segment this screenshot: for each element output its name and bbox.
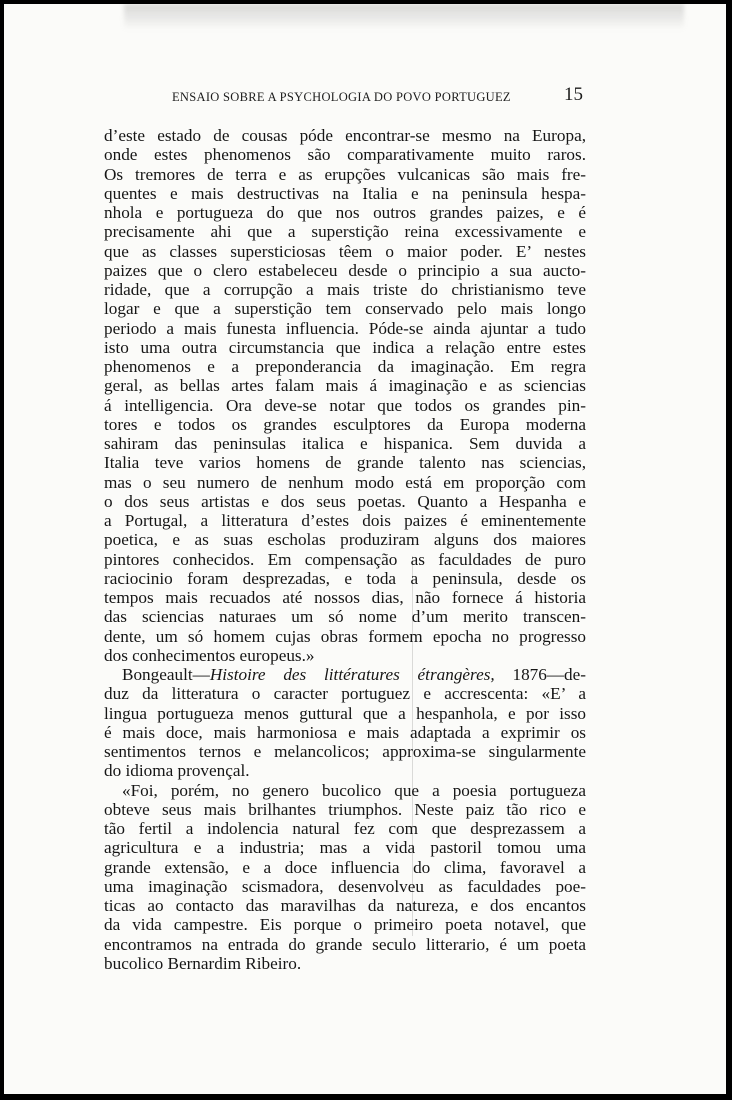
text-line: dos conhecimentos europeus.» — [104, 645, 315, 665]
text-line: periodo a mais funesta influencia. Póde-se ainda ajuntar a tudo — [104, 318, 586, 338]
text-line: raciocinio foram desprezadas, e toda a peninsula, desde os — [104, 568, 586, 588]
text-line: é mais doce, mais harmoniosa e mais adaptada a exprimir os — [104, 722, 586, 742]
text-line: á intelligencia. Ora deve-se notar que todos os grandes pin- — [104, 395, 586, 415]
scan-shadow — [124, 4, 684, 30]
text-line: precisamente ahi que a superstição reina excessivamente e — [104, 222, 586, 242]
text-line: tempos mais recuados até nossos dias, não fornece á historia — [104, 588, 586, 607]
text-line: isto uma outra circumstancia que indica a relação entre estes — [104, 337, 586, 357]
text-line: quentes e mais destructivas na Italia e na peninsula hespa- — [104, 183, 586, 203]
text-line: nhola e portugueza do que nos outros grandes paizes, e é — [104, 203, 586, 222]
text-line: o dos seus artistas e dos seus poetas. Quanto a Hespanha e — [104, 491, 586, 511]
page-number: 15 — [564, 84, 583, 105]
text-line: phenomenos e a preponderancia da imaginação. Em regra — [104, 357, 586, 376]
text-line: paizes que o clero estabeleceu desde o principio a sua aucto- — [104, 260, 586, 280]
text-line: Os tremores de terra e as erupções vulcanicas são mais fre- — [104, 164, 586, 184]
text-line: Italia teve varios homens de grande talento nas sciencias, — [104, 453, 586, 473]
text-line: sahiram das peninsulas italica e hispanica. Sem duvida a — [104, 434, 586, 453]
text-line: bucolico Bernardim Ribeiro. — [104, 953, 302, 973]
body-text — [104, 126, 586, 973]
text-line: agricultura e a industria; mas a vida pastoril tomou uma — [104, 838, 586, 858]
citation-line — [104, 665, 586, 684]
text-line: obteve seus mais brilhantes triumphos. Neste paiz tão rico e — [104, 799, 586, 819]
text-line: que as classes supersticiosas têem o maior poder. E’ nestes — [104, 241, 586, 261]
text-line: «Foi, porém, no genero bucolico que a poesia portugueza — [122, 780, 586, 800]
citation-author: Bongeault— — [122, 665, 210, 684]
text-line: dente, um só homem cujas obras formem epocha no progresso — [104, 626, 586, 646]
text-line: ridade, que a corrupção a mais triste do christianismo teve — [104, 280, 586, 299]
text-line: das sciencias naturaes um só nome d’um merito transcen- — [104, 607, 586, 627]
text-line: a Portugal, a litteratura d’estes dois paizes é eminentemente — [104, 511, 586, 530]
text-line: da vida campestre. Eis porque o primeiro poeta notavel, que — [104, 915, 586, 935]
text-line: uma imaginação scismadora, desenvolveu as faculdades poe- — [104, 876, 586, 896]
text-line: mas o seu numero de nenhum modo está em proporção com — [104, 472, 586, 492]
text-line: encontramos na entrada do grande seculo litterario, é um poeta — [104, 934, 586, 954]
text-line: duz da litteratura o caracter portuguez e accrescenta: «E’ a — [104, 684, 586, 704]
text-line: lingua portugueza menos guttural que a hespanhola, e por isso — [104, 703, 586, 723]
text-line: sentimentos ternos e melancolicos; approxima-se singularmente — [104, 742, 586, 761]
text-line: grande extensão, e a doce influencia do clima, favoravel a — [104, 857, 586, 877]
page-sheet — [4, 4, 726, 1094]
text-line: onde estes phenomenos são comparativamente muito raros. — [104, 145, 586, 165]
text-line: pintores conhecidos. Em compensação as faculdades de puro — [104, 549, 586, 569]
text-line: d’este estado de cousas póde encontrar-se mesmo na Europa, — [104, 126, 586, 145]
running-title: ENSAIO SOBRE A PSYCHOLOGIA DO POVO PORTUGUEZ — [172, 90, 511, 104]
text-line: geral, as bellas artes falam mais á imaginação e as sciencias — [104, 376, 586, 396]
citation-rest: 1876—de- — [494, 665, 586, 684]
text-line: ticas ao contacto das maravilhas da natureza, e dos encantos — [104, 896, 586, 915]
text-line: tão fertil a indolencia natural fez com que desprezassem a — [104, 819, 586, 838]
text-line: logar e que a superstição tem conservado pelo mais longo — [104, 299, 586, 319]
text-line: do idioma provençal. — [104, 761, 250, 781]
text-line: poetica, e as suas escholas produziram alguns dos maiores — [104, 530, 586, 550]
citation-title: Histoire des littératures étrangères, — [209, 665, 495, 684]
text-line: tores e todos os grandes esculptores da Europa moderna — [104, 414, 586, 434]
